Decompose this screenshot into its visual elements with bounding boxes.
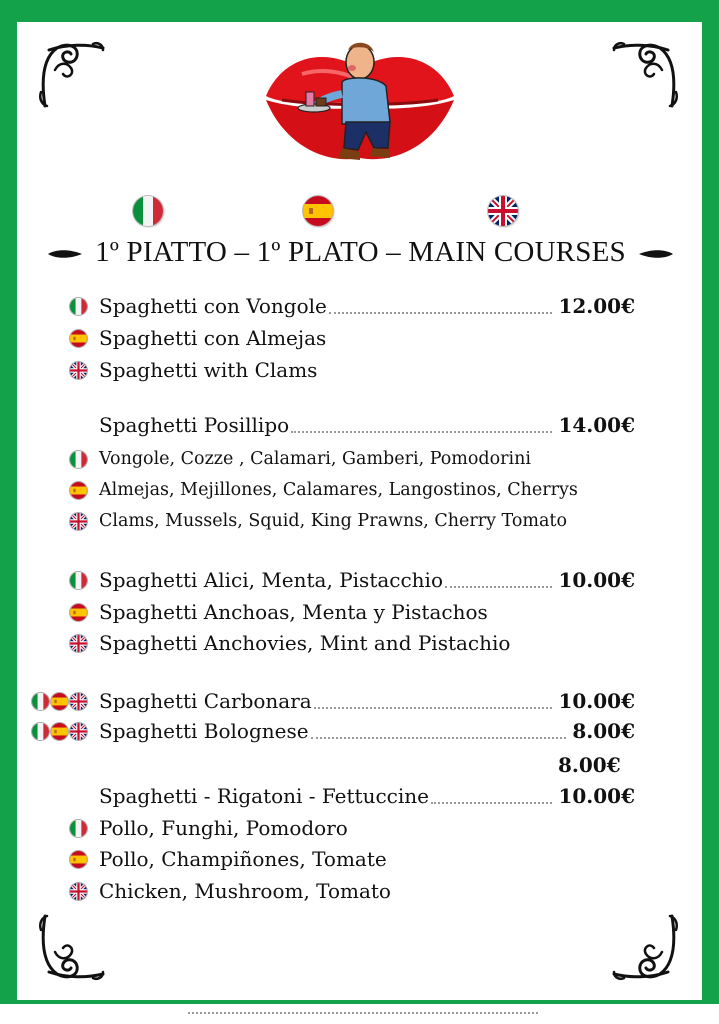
corner-ornament-icon <box>610 912 680 982</box>
italy-flag-icon <box>70 298 87 315</box>
swash-ornament-icon <box>639 247 673 261</box>
menu-item-row <box>70 628 635 658</box>
spain-flag-icon <box>51 693 68 710</box>
menu-item-row <box>70 686 635 716</box>
dish-ingredients-es: Almejas, Mejillones, Calamares, Langostinos, Cherrys <box>99 480 578 500</box>
menu-item-row <box>70 781 635 811</box>
dot-leader <box>314 693 553 709</box>
dish-name-es: Spaghetti con Almejas <box>99 326 327 350</box>
dot-leader <box>329 298 553 314</box>
dish-price: 10.00€ <box>558 689 635 713</box>
dish-ingredients-en: Chicken, Mushroom, Tomato <box>99 879 391 903</box>
waiter-lips-logo <box>262 38 458 170</box>
dish-ingredients-it: Pollo, Funghi, Pomodoro <box>99 816 348 840</box>
dish-name-es: Spaghetti Anchoas, Menta y Pistachos <box>99 600 488 624</box>
spain-flag-icon <box>70 604 87 621</box>
bottom-dotted-line <box>188 1012 538 1014</box>
menu-item-row <box>70 597 635 627</box>
dot-leader <box>445 572 552 588</box>
spain-flag-icon <box>70 851 87 868</box>
menu-item-row <box>70 813 635 843</box>
menu-item-row <box>70 323 635 353</box>
spain-flag-icon <box>51 723 68 740</box>
dish-ingredients-es: Pollo, Champiñones, Tomate <box>99 847 387 871</box>
uk-flag-icon <box>70 513 87 530</box>
dish-name-en: Spaghetti with Clams <box>99 358 318 382</box>
dish-price: 10.00€ <box>558 784 635 808</box>
menu-item-row <box>70 475 635 505</box>
section-heading <box>48 234 673 274</box>
menu-item-row <box>70 355 635 385</box>
dot-leader <box>311 723 567 739</box>
menu-item-row <box>70 565 635 595</box>
spain-flag-icon <box>70 330 87 347</box>
dish-price: 8.00€ <box>572 719 635 743</box>
italy-flag-icon <box>70 820 87 837</box>
uk-flag-icon <box>70 723 87 740</box>
menu-item-row <box>70 444 635 474</box>
dish-title: Spaghetti - Rigatoni - Fettuccine <box>99 784 429 808</box>
dish-name-it: Spaghetti con Vongole <box>99 294 327 318</box>
dish-ingredients-en: Clams, Mussels, Squid, King Prawns, Cherry Tomato <box>99 511 567 531</box>
dish-name-en: Spaghetti Anchovies, Mint and Pistachio <box>99 631 511 655</box>
spain-flag-icon <box>303 196 333 226</box>
uk-flag-icon <box>70 883 87 900</box>
dish-price: 8.00€ <box>558 753 621 777</box>
corner-ornament-icon <box>37 912 107 982</box>
dish-title: Spaghetti Posillipo <box>99 413 290 437</box>
italy-flag-icon <box>70 451 87 468</box>
dot-leader <box>291 417 552 433</box>
dish-price: 10.00€ <box>558 568 635 592</box>
dish-price: 12.00€ <box>558 294 635 318</box>
uk-flag-icon <box>70 693 87 710</box>
spain-flag-icon <box>70 482 87 499</box>
dish-name: Spaghetti Bolognese <box>99 719 309 743</box>
uk-flag-icon <box>70 635 87 652</box>
menu-item-row <box>70 716 635 746</box>
dish-name: Spaghetti Carbonara <box>99 689 312 713</box>
italy-flag-icon <box>32 693 49 710</box>
menu-item-row <box>70 291 635 321</box>
italy-flag-icon <box>32 723 49 740</box>
section-title: 1º PIATTO – 1º PLATO – MAIN COURSES <box>95 236 626 268</box>
italy-flag-icon <box>70 572 87 589</box>
dish-price: 14.00€ <box>558 413 635 437</box>
menu-item-row <box>70 506 635 536</box>
menu-item-row <box>70 876 635 906</box>
italy-flag-icon <box>133 196 163 226</box>
menu-item-row <box>70 844 635 874</box>
corner-ornament-icon <box>37 40 107 110</box>
dish-ingredients-it: Vongole, Cozze , Calamari, Gamberi, Pomodorini <box>99 449 531 469</box>
uk-flag-icon <box>70 362 87 379</box>
corner-ornament-icon <box>610 40 680 110</box>
dish-name-it: Spaghetti Alici, Menta, Pistacchio <box>99 568 443 592</box>
dot-leader <box>431 788 552 804</box>
uk-flag-icon <box>488 196 518 226</box>
menu-item-row <box>70 410 635 440</box>
